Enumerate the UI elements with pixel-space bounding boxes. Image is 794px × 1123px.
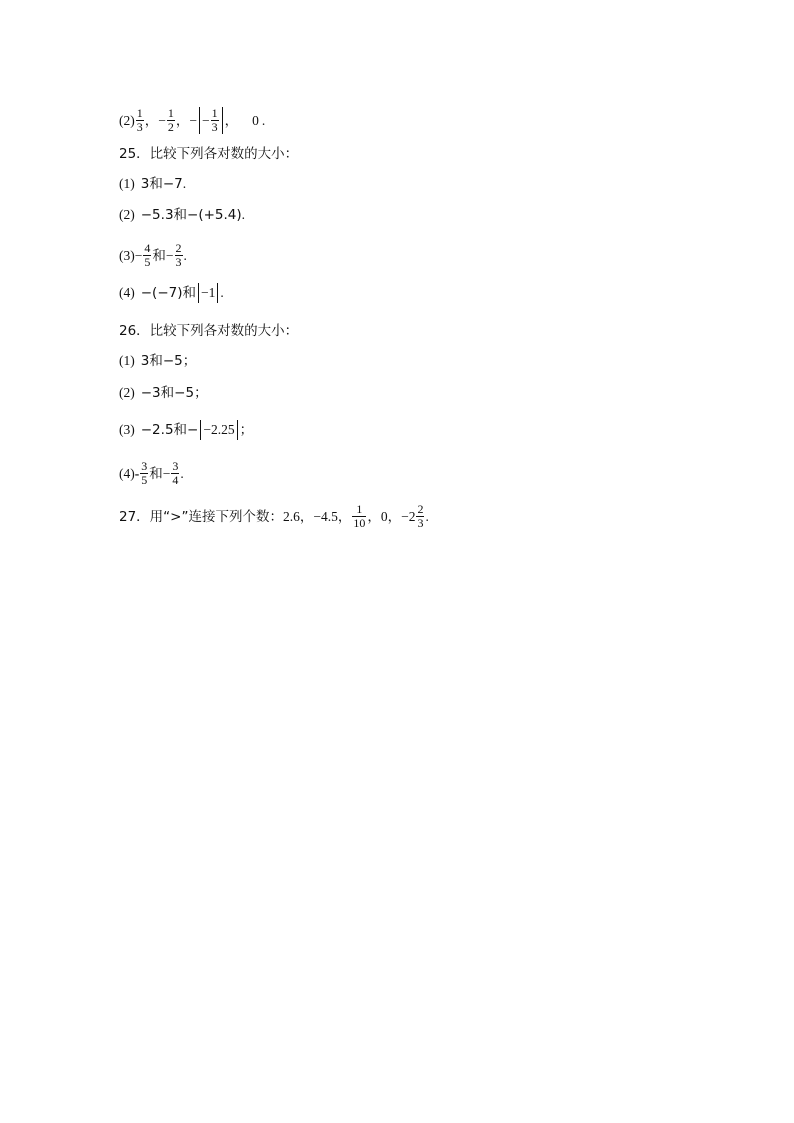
q26-item-2: (2) −3和−5 ；	[119, 385, 208, 401]
q26-title: 26．比较下列各对数的大小：	[119, 323, 299, 339]
fraction: $\frac{2}{3}$	[417, 502, 424, 530]
fraction: $\frac{1}{2}$	[167, 106, 174, 134]
fraction: $\frac{1}{3}$	[211, 106, 218, 134]
q25-item-1: (1) 3和−7 .	[119, 176, 187, 192]
q27: 27．用“>”连接下列个数： 2.6 ， −4.5 ， $\frac{1}{10}$ ， 0 ， −2 $\frac{2}{3}$ .	[119, 502, 429, 530]
q27-title: 27．用“>”连接下列个数：	[119, 508, 283, 525]
fraction: $\frac{2}{3}$	[175, 241, 182, 269]
fraction: $\frac{1}{3}$	[136, 106, 143, 134]
fraction: $\frac{3}{4}$	[172, 459, 179, 487]
absolute-value: −2.25	[200, 420, 237, 440]
q26-item-1: (1) 3和−5 ；	[119, 353, 197, 369]
q25-item-3: (3) − $\frac{4}{5}$ 和 − $\frac{2}{3}$ .	[119, 241, 187, 269]
fraction: $\frac{3}{5}$	[141, 459, 148, 487]
absolute-value: −1	[198, 283, 218, 303]
item-label: (2)	[119, 112, 135, 128]
q24-item-2: (2) $\frac{1}{3}$ ， − $\frac{1}{2}$ ， − − $\frac{1}{3}$ ， 0 .	[119, 106, 266, 134]
q25-item-4: (4) −(−7)和 −1 .	[119, 285, 224, 301]
fraction: $\frac{4}{5}$	[144, 241, 151, 269]
q26-item-3: (3) −2.5和− −2.25 ；	[119, 422, 254, 438]
q25-title: 25．比较下列各对数的大小：	[119, 146, 299, 162]
absolute-value: − $\frac{1}{3}$	[199, 107, 223, 134]
q26-item-4: (4) - $\frac{3}{5}$ 和 − $\frac{3}{4}$ .	[119, 459, 184, 487]
fraction: $\frac{1}{10}$	[353, 502, 366, 530]
q25-item-2: (2) −5.3和−(+5.4) .	[119, 207, 246, 223]
